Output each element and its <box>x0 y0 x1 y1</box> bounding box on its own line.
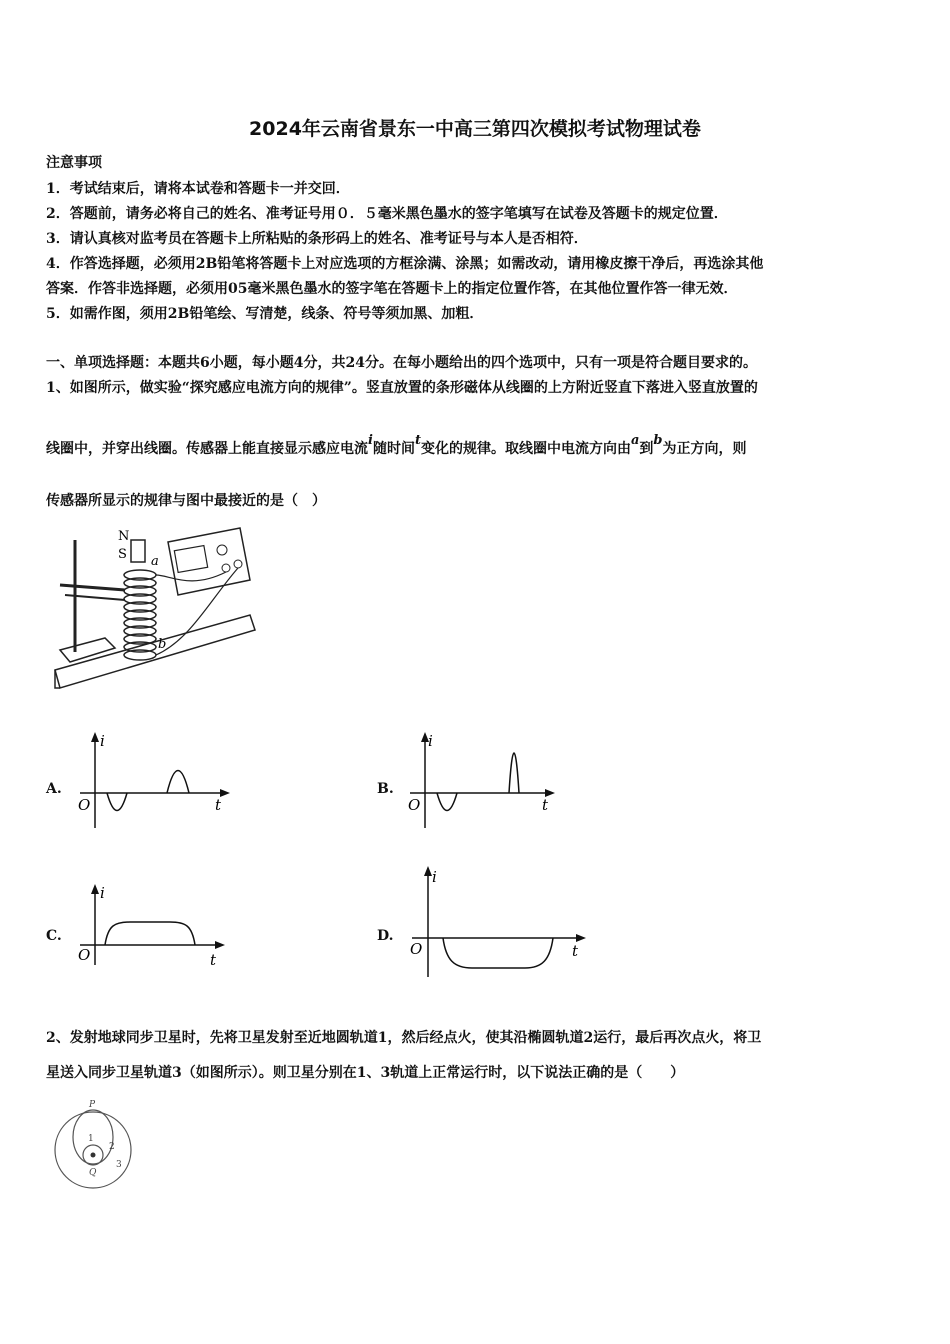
axis-i: i <box>432 868 437 886</box>
notice-item: 1．考试结束后，请将本试卷和答题卡一并交回． <box>46 181 350 197</box>
page-title: 2024年云南省景东一中高三第四次模拟考试物理试卷 <box>249 118 701 140</box>
axis-i: i <box>100 732 105 750</box>
curve-negative-plateau <box>443 938 553 968</box>
origin-o: O <box>408 796 421 814</box>
symbol-i: i <box>368 433 373 448</box>
curve-positive-plateau <box>105 922 195 945</box>
q2-line2: 星送入同步卫星轨道3（如图所示）。则卫星分别在1、3轨道上正常运行时，以下说法正确的是（ ） <box>46 1065 685 1081</box>
label-q: Q <box>89 1168 97 1178</box>
apparatus-figure <box>50 520 260 710</box>
axis-t: t <box>215 796 222 814</box>
axis-i: i <box>428 732 433 750</box>
orbit-figure <box>48 1095 143 1195</box>
axis-t: t <box>572 942 579 960</box>
option-b-label[interactable]: B. <box>377 781 394 797</box>
notice-item: 2．答题前，请务必将自己的姓名、准考证号用０．５毫米黑色墨水的签字笔填写在试卷及答题卡的规定位置． <box>46 206 728 222</box>
curve-negative-lobe <box>437 793 457 811</box>
option-c-graph <box>70 880 240 975</box>
notice-item: 3．请认真核对监考员在答题卡上所粘贴的条形码上的姓名、准考证号与本人是否相符． <box>46 231 588 247</box>
q1-text: 线圈中，并穿出线圈。传感器上能直接显示感应电流 <box>46 441 368 457</box>
q1-text: 变化的规律。取线圈中电流方向由 <box>420 441 631 457</box>
label-n: N <box>118 529 130 544</box>
curve-positive-lobe <box>167 771 189 794</box>
earth-dot <box>91 1153 96 1158</box>
origin-o: O <box>410 940 423 958</box>
symbol-a: a <box>630 433 640 448</box>
q1-text: 到 <box>639 441 654 457</box>
q1-line3: 传感器所显示的规律与图中最接近的是（ ） <box>46 493 326 509</box>
axis-t: t <box>210 951 217 969</box>
option-b-graph <box>400 728 570 838</box>
option-d-graph <box>400 862 590 987</box>
notice-item: 4．作答选择题，必须用2B铅笔将答题卡上对应选项的方框涂满、涂黑；如需改动，请用橡皮擦干净后，再选涂其他 <box>46 256 764 272</box>
origin-o: O <box>78 796 91 814</box>
curve-negative-lobe <box>107 793 127 811</box>
symbol-b: b <box>653 433 663 448</box>
q1-line1: 1、如图所示，做实验“探究感应电流方向的规律”。竖直放置的条形磁体从线圈的上方附近竖直下落进入竖直放置的 <box>46 380 758 396</box>
notice-item: 答案．作答非选择题，必须用05毫米黑色墨水的签字笔在答题卡上的指定位置作答，在其他位置作答一律无效． <box>46 281 738 297</box>
label-p: P <box>89 1100 96 1110</box>
option-a-graph <box>70 728 240 838</box>
q2-line1: 2、发射地球同步卫星时，先将卫星发射至近地圆轨道1，然后经点火，使其沿椭圆轨道2运行，最后再次点火，将卫 <box>46 1030 762 1046</box>
origin-o: O <box>78 946 91 964</box>
option-a-label[interactable]: A. <box>46 781 62 797</box>
q1-text: 为正方向，则 <box>662 441 747 457</box>
axis-i: i <box>100 884 105 902</box>
q1-line2 <box>46 433 747 458</box>
label-orbit2: 2 <box>109 1142 115 1152</box>
curve-positive-spike <box>509 753 519 793</box>
label-s: S <box>118 547 127 562</box>
notice-heading: 注意事项 <box>46 155 102 171</box>
label-orbit1: 1 <box>88 1134 94 1144</box>
option-d-label[interactable]: D. <box>377 928 394 944</box>
axis-t: t <box>542 796 549 814</box>
symbol-t: t <box>414 433 421 448</box>
label-b: b <box>158 637 167 652</box>
q1-text: 随时间 <box>372 441 415 457</box>
notice-item: 5．如需作图，须用2B铅笔绘、写清楚，线条、符号等须加黑、加粗． <box>46 306 484 322</box>
label-orbit3: 3 <box>116 1160 122 1170</box>
label-a: a <box>151 554 159 569</box>
section-heading: 一、单项选择题：本题共6小题，每小题4分，共24分。在每小题给出的四个选项中，只有一项是符合题目要求的。 <box>46 355 757 371</box>
option-c-label[interactable]: C. <box>46 928 62 944</box>
